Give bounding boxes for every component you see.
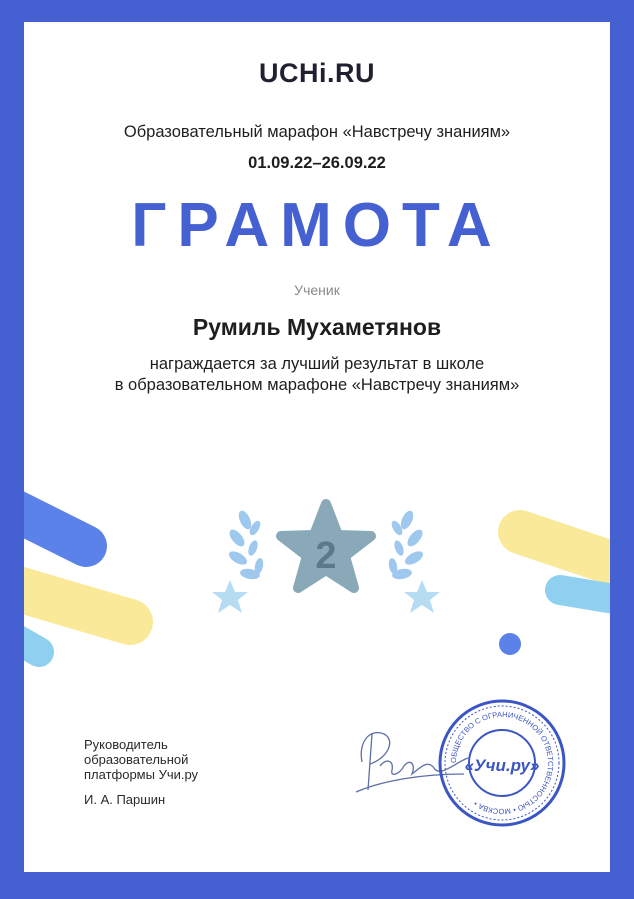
certificate-title: ГРАМОТА (131, 191, 503, 260)
small-star-left-icon (212, 580, 248, 613)
place-number: 2 (315, 535, 337, 577)
award-line-2: в образовательном марафоне «Навстречу знаниям» (114, 376, 520, 394)
signer-title (84, 737, 198, 782)
left-lightblue-stripe (24, 632, 39, 652)
right-yellow-stripe (520, 532, 610, 574)
student-name: Румиль Мухаметянов (192, 314, 442, 340)
small-star-right-icon (404, 580, 440, 613)
stamp-center-text: «Учи.ру» (464, 756, 540, 775)
signer-line-3: платформы Учи.ру (84, 767, 199, 782)
award-text (24, 354, 610, 396)
signer-line-2: образовательной (84, 752, 189, 767)
marathon-title: Образовательный марафон «Навстречу знаниям» (123, 123, 511, 141)
recipient-role: Ученик (294, 282, 340, 298)
signer-line-1: Руководитель (84, 737, 168, 752)
stamp-ring-text: ОБЩЕСТВО С ОГРАНИЧЕННОЙ ОТВЕТСТВЕННОСТЬЮ • МОСКВА • (448, 709, 556, 817)
left-yellow-stripe (24, 582, 130, 622)
right-lightblue-stripe (560, 590, 610, 604)
signer-name: И. А. Паршин (84, 792, 166, 807)
blue-dot (499, 633, 521, 655)
uchi-logo: UCHi.RU (259, 58, 375, 88)
marathon-dates: 01.09.22–26.09.22 (248, 154, 386, 172)
laurel-right-icon (388, 509, 426, 581)
certificate-sheet (24, 22, 610, 872)
award-line-1: награждается за лучший результат в школе (149, 355, 485, 373)
laurel-left-icon (227, 509, 265, 581)
left-blue-stripe (24, 500, 86, 546)
